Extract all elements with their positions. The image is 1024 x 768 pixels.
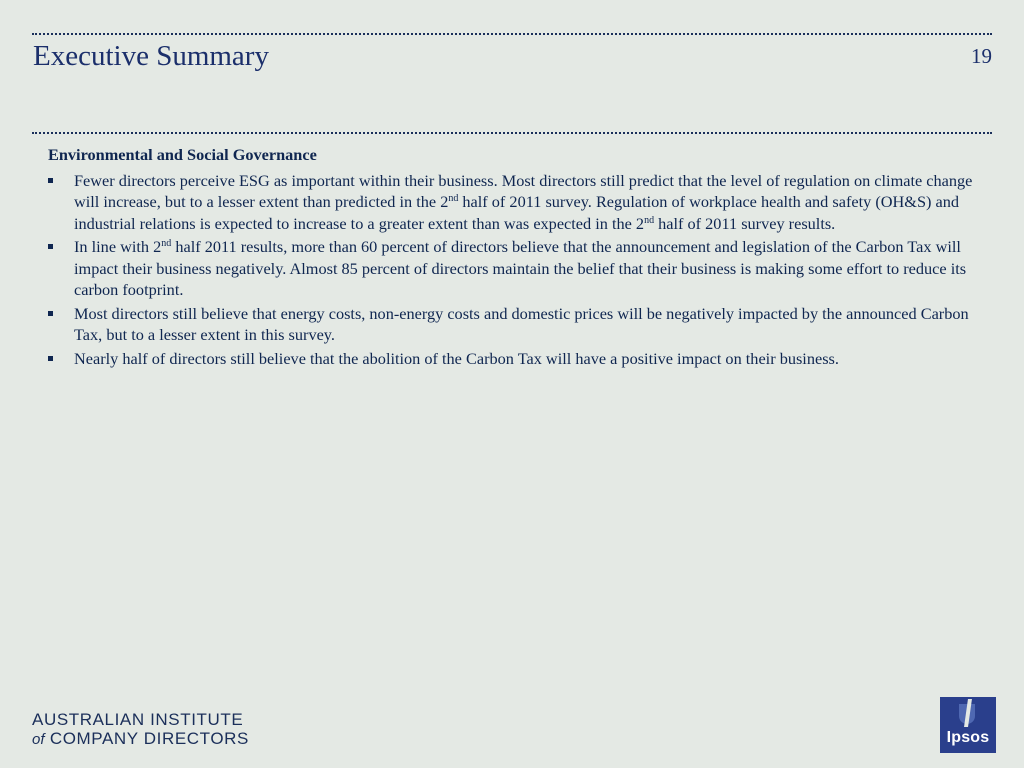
page-number: 19 (971, 44, 992, 68)
aicd-logo-line2-wrap (32, 729, 249, 749)
header-divider (32, 132, 992, 134)
page-title: Executive Summary (33, 40, 269, 72)
bullet-item (48, 236, 988, 301)
square-bullet-icon (48, 244, 53, 249)
square-bullet-icon (48, 178, 53, 183)
ordinal-suffix: nd (644, 214, 655, 226)
bullet-list (48, 170, 988, 370)
bullet-text: half of 2011 survey. Regulation of workplace health and safety (OH&S) and industrial relations is expected to increase to a greater extent than was expected in the 2 (74, 192, 959, 233)
bullet-text: In line with 2 (74, 237, 162, 256)
square-bullet-icon (48, 311, 53, 316)
aicd-logo-line2: COMPANY DIRECTORS (49, 729, 249, 748)
aicd-logo-of: of (32, 731, 45, 748)
bullet-item (48, 303, 988, 346)
ordinal-suffix: nd (161, 238, 172, 249)
ordinal-suffix: nd (448, 193, 459, 204)
bullet-item (48, 348, 988, 370)
ipsos-logo (940, 697, 996, 753)
section-heading: Environmental and Social Governance (48, 145, 317, 164)
bullet-text: Most directors still believe that energy costs, non-energy costs and domestic prices will be negatively impacted by the announced Carbon Tax, but to a lesser extent in this survey. (74, 303, 969, 344)
bullet-text: half of 2011 survey results. (654, 213, 836, 233)
ipsos-logo-text: Ipsos (946, 729, 990, 746)
bullet-text: Fewer directors perceive ESG as important within their business. Most directors still predict that the level of regulation on climate change will increase, but to a lesser extent than predicted in the 2 (74, 170, 973, 211)
bullet-item (48, 170, 988, 235)
bullet-text: half 2011 results, more than 60 percent of directors believe that the announcement and legislation of the Carbon Tax will impact their business negatively. Almost 85 percent of directors maintain the belief that their business is making some effort to reduce its carbon footprint. (74, 237, 967, 299)
top-divider (32, 33, 992, 35)
square-bullet-icon (48, 356, 53, 361)
bullet-text: Nearly half of directors still believe that the abolition of the Carbon Tax will have a positive impact on their business. (74, 348, 839, 368)
summary-content (48, 144, 988, 371)
aicd-logo-line1: AUSTRALIAN INSTITUTE (32, 710, 244, 729)
aicd-logo (32, 710, 249, 749)
